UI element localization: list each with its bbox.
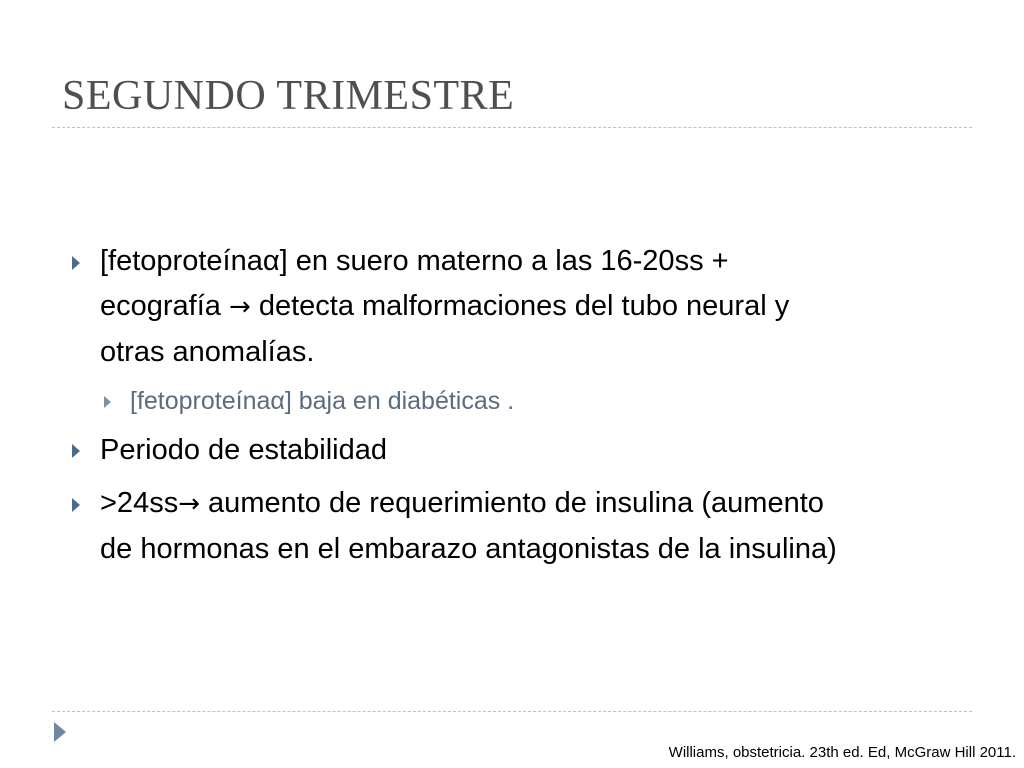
citation: Williams, obstetricia. 23th ed. Ed, McGraw Hill 2011.: [668, 744, 1016, 761]
bullet-text: Periodo de estabilidad: [100, 434, 387, 466]
right-arrow-icon: →: [178, 489, 200, 519]
bullet-triangle-icon: [72, 444, 80, 458]
bullet-triangle-icon: [104, 396, 111, 408]
bullet-line: de hormonas en el embarazo antagonistas de la insulina): [100, 533, 837, 565]
slide-title: SEGUNDO TRIMESTRE: [62, 73, 515, 119]
bullet-line: [100, 481, 1000, 527]
right-arrow-icon: →: [228, 292, 251, 322]
bullet-triangle-icon: [72, 256, 80, 270]
bullet-text: [100, 239, 980, 375]
next-slide-arrow-icon[interactable]: [54, 722, 66, 742]
bullet-fragment: >24ss: [100, 487, 179, 519]
bullet-fragment: detecta malformaciones del tubo neural y: [250, 290, 790, 322]
bullet-triangle-icon: [72, 498, 80, 512]
title-divider: [52, 127, 972, 128]
sub-bullet-text: [fetoproteínaα] baja en diabéticas .: [130, 387, 515, 415]
bullet-line: [fetoproteínaα] en suero materno a las 16-20ss +: [100, 245, 729, 277]
bullet-line: otras anomalías.: [100, 336, 315, 368]
bullet-text: [100, 481, 1000, 572]
bullet-line: [100, 284, 980, 330]
footer-divider: [52, 711, 972, 712]
bullet-fragment: ecografía: [100, 290, 229, 322]
bullet-fragment: aumento de requerimiento de insulina (aumento: [200, 487, 824, 519]
